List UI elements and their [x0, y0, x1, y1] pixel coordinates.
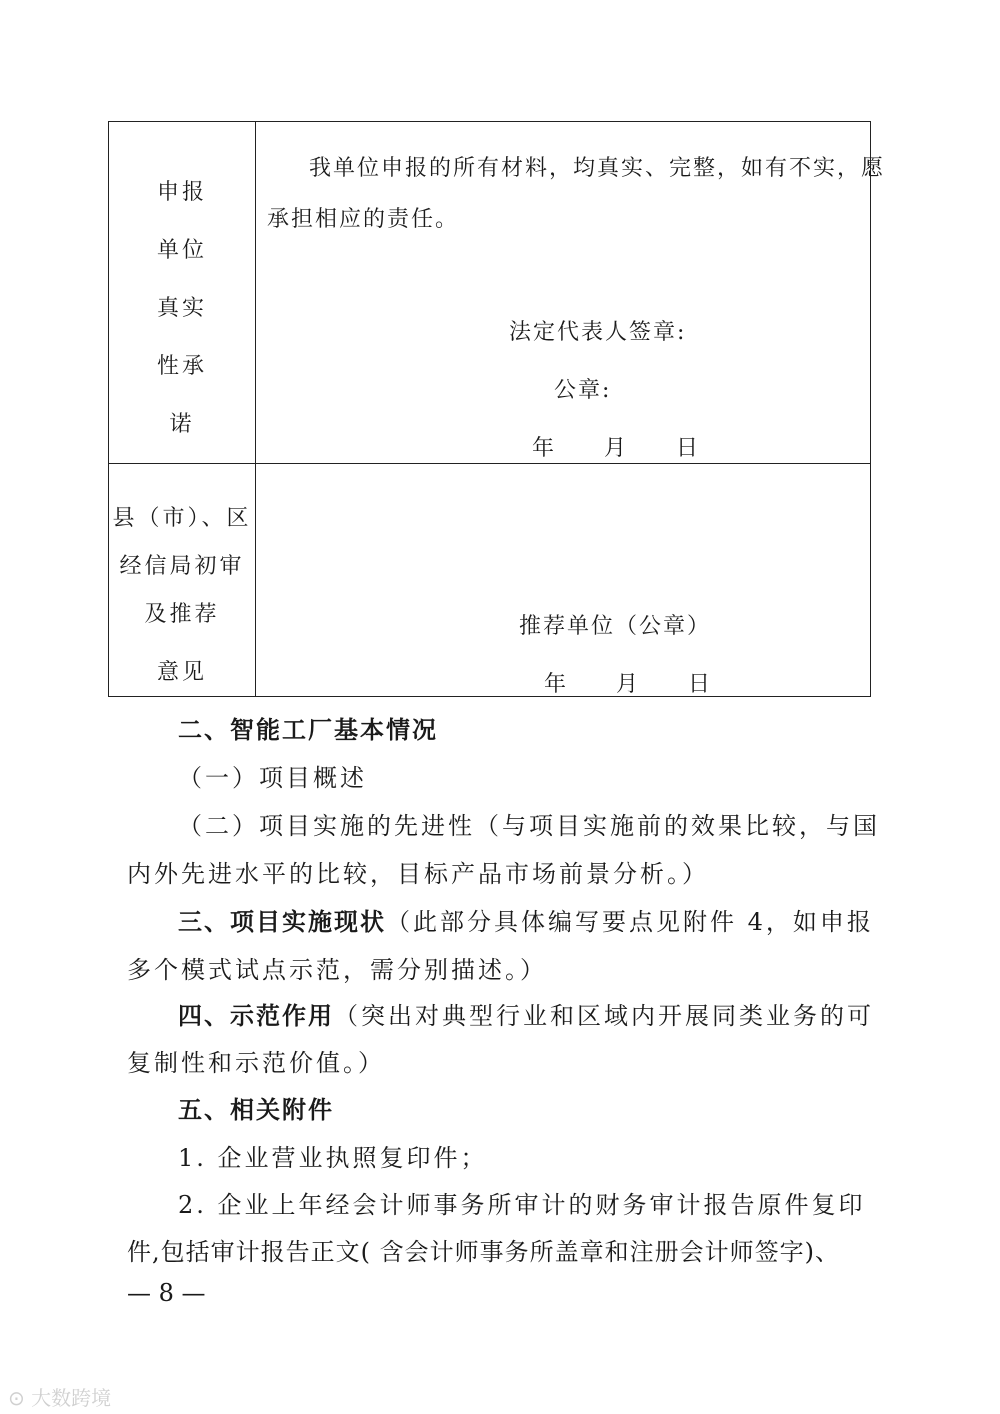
section4-heading: 四、示范作用 [178, 1002, 334, 1030]
row2-label-line: 意见 [156, 660, 207, 685]
row1-label-line: 性承 [156, 354, 207, 379]
section2-item2-line2: 内外先进水平的比较，目标产品市场前景分析。） [127, 860, 709, 888]
row1-label-line: 诺 [169, 412, 195, 437]
attachment-item2-line1: 2. 企业上年经会计师事务所审计的财务审计报告原件复印 [178, 1191, 866, 1219]
section5-heading: 五、相关附件 [178, 1096, 334, 1124]
row2-label-line: 县（市）、区 [112, 506, 252, 531]
legal-representative-signature: 法定代表人签章: [509, 320, 687, 345]
commitment-statement-line2: 承担相应的责任。 [267, 207, 460, 232]
commitment-statement-line1: 我单位申报的所有材料，均真实、完整，如有不实，愿 [309, 156, 886, 181]
row1-label-line: 真实 [156, 296, 207, 321]
section3-heading: 三、项目实施现状 [178, 908, 386, 936]
section3-line1 [178, 902, 874, 937]
watermark [8, 1382, 111, 1411]
commitment-table [108, 121, 886, 697]
row2-label-line: 经信局初审 [119, 554, 245, 579]
table-row-divider [109, 463, 870, 464]
official-seal: 公章: [554, 378, 612, 403]
page-number: — 8 — [127, 1279, 206, 1307]
row1-label-line: 申报 [156, 180, 207, 205]
attachment-item2-line2: 件,包括审计报告正文( 含会计师事务所盖章和注册会计师签字)、 [127, 1238, 840, 1266]
row1-date: 年 月 日 [532, 436, 701, 461]
row2-label-line: 及推荐 [144, 602, 220, 627]
section3-description: （此部分具体编写要点见附件 4，如申报 [386, 908, 874, 936]
section4-line2: 复制性和示范价值。） [127, 1049, 385, 1077]
section2-heading: 二、智能工厂基本情况 [178, 716, 438, 744]
row1-label-line: 单位 [156, 238, 207, 263]
section3-line2: 多个模式试点示范，需分别描述。） [127, 956, 547, 984]
section4-description: （突出对典型行业和区域内开展同类业务的可 [334, 1002, 874, 1030]
recommending-unit-seal: 推荐单位（公章） [519, 614, 712, 639]
table-column-divider [255, 122, 256, 696]
watermark-text: 大数跨境 [31, 1386, 112, 1410]
attachment-item1: 1. 企业营业执照复印件； [178, 1144, 488, 1172]
section2-item2-line1: （二）项目实施的先进性（与项目实施前的效果比较，与国 [178, 812, 880, 840]
watermark-logo-icon: ⊙ [8, 1386, 25, 1410]
section2-item1: （一）项目概述 [178, 764, 367, 792]
row2-date: 年 月 日 [544, 672, 713, 697]
section4-line1 [178, 996, 874, 1031]
